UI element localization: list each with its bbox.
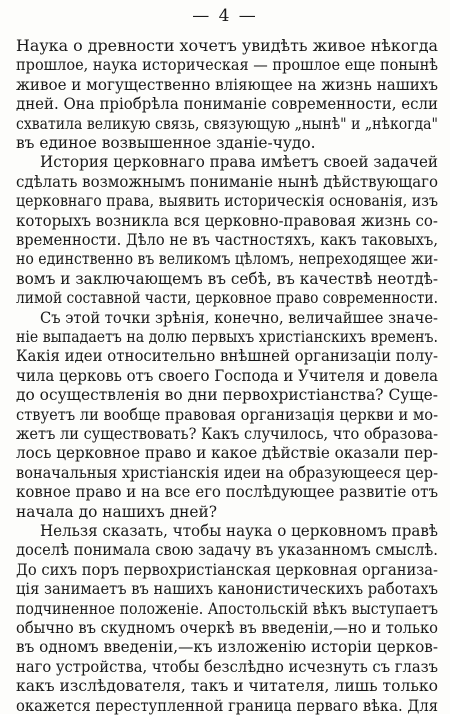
- text-line: До сихъ поръ первохристіанская церковная организа-: [16, 560, 438, 579]
- text-line: вомъ и заключающемъ въ себѣ, въ качествѣ неотдѣ-: [16, 269, 438, 288]
- text-line: въ единое возвышенное зданіе-чудо.: [16, 134, 316, 152]
- text-line: доселѣ понимала свою задачу въ указанномъ смыслѣ.: [16, 541, 438, 560]
- text-line: Нельзя сказать, чтобы наука о церковномъ правѣ: [40, 522, 439, 540]
- text-line: прошлое, наука историческая — прошлое еще понынѣ: [16, 56, 438, 75]
- text-line: церковнаго права, выявить историческія основанія, изъ: [16, 192, 439, 211]
- text-line: живое и могущественно вліяющее на жизнь нашихъ: [16, 75, 438, 94]
- text-line: до осуществленія во дни первохристіанства? Суще-: [16, 386, 439, 405]
- text-line: временности. Дѣло не въ частностяхъ, какъ таковыхъ,: [16, 231, 438, 249]
- text-line: начала до нашихъ дней?: [16, 502, 217, 521]
- text-line: но единственно въ великомъ цѣломъ, непреходящее жи-: [16, 250, 439, 269]
- text-line: ствуетъ ли вообще правовая организація церкви и мо-: [16, 405, 439, 424]
- text-line: чила церковь отъ своего Господа и Учителя и довела: [16, 366, 438, 385]
- text-line: ніе выпадаетъ на долю первыхъ христіанскихъ временъ.: [16, 328, 439, 346]
- text-line: ковное право и на все его послѣдующее развитіе отъ: [16, 483, 439, 502]
- text-line: Какія идеи относительно внѣшней организаціи полу-: [16, 347, 439, 366]
- text-line: сдѣлать возможнымъ пониманіе нынѣ дѣйствующаго: [16, 172, 439, 191]
- text-line: которыхъ возникла вся церковно-правовая жизнь со-: [16, 211, 438, 230]
- text-line: дней. Она пріобрѣла пониманіе современности, если: [16, 95, 438, 114]
- text-line: подчиненное положеніе. Апостольскій вѣкъ выступаетъ: [16, 599, 439, 618]
- text-line: лимой составной части, церковное право современности.: [16, 289, 438, 308]
- text-line: ція занимаетъ въ нашихъ канонистическихъ работахъ: [16, 580, 439, 599]
- text-line: въ одномъ введеніи,—къ изложенію исторіи церков-: [16, 638, 438, 657]
- text-line: жетъ ли существовать? Какъ случилось, что образова-: [16, 425, 439, 443]
- text-line: окажется переступленной граница перваго вѣка. Для: [16, 696, 438, 715]
- text-line: лось церковное право и какое дѣйствіе оказали пер-: [16, 444, 439, 463]
- text-line: схватила великую связь, связующую „нынѣ" и „нѣкогда": [16, 114, 438, 133]
- text-line: воначальныя христіанскія идеи на образующееся цер-: [16, 463, 439, 482]
- text-line: История церковнаго права имѣетъ своей задачей: [40, 153, 439, 172]
- text-line: обычно въ скудномъ очеркѣ въ введеніи,—но и только: [16, 619, 439, 637]
- page-number: — 4 —: [192, 6, 258, 26]
- text-line: какъ изслѣдователя, такъ и читателя, лишь только: [16, 677, 438, 696]
- text-line: Наука о древности хочетъ увидѣть живое нѣкогда: [16, 37, 438, 55]
- text-line: Съ этой точки зрѣнія, конечно, величайшее значе-: [40, 308, 438, 327]
- text-line: наго устройства, чтобы безслѣдно исчезнуть съ глазъ: [16, 657, 439, 676]
